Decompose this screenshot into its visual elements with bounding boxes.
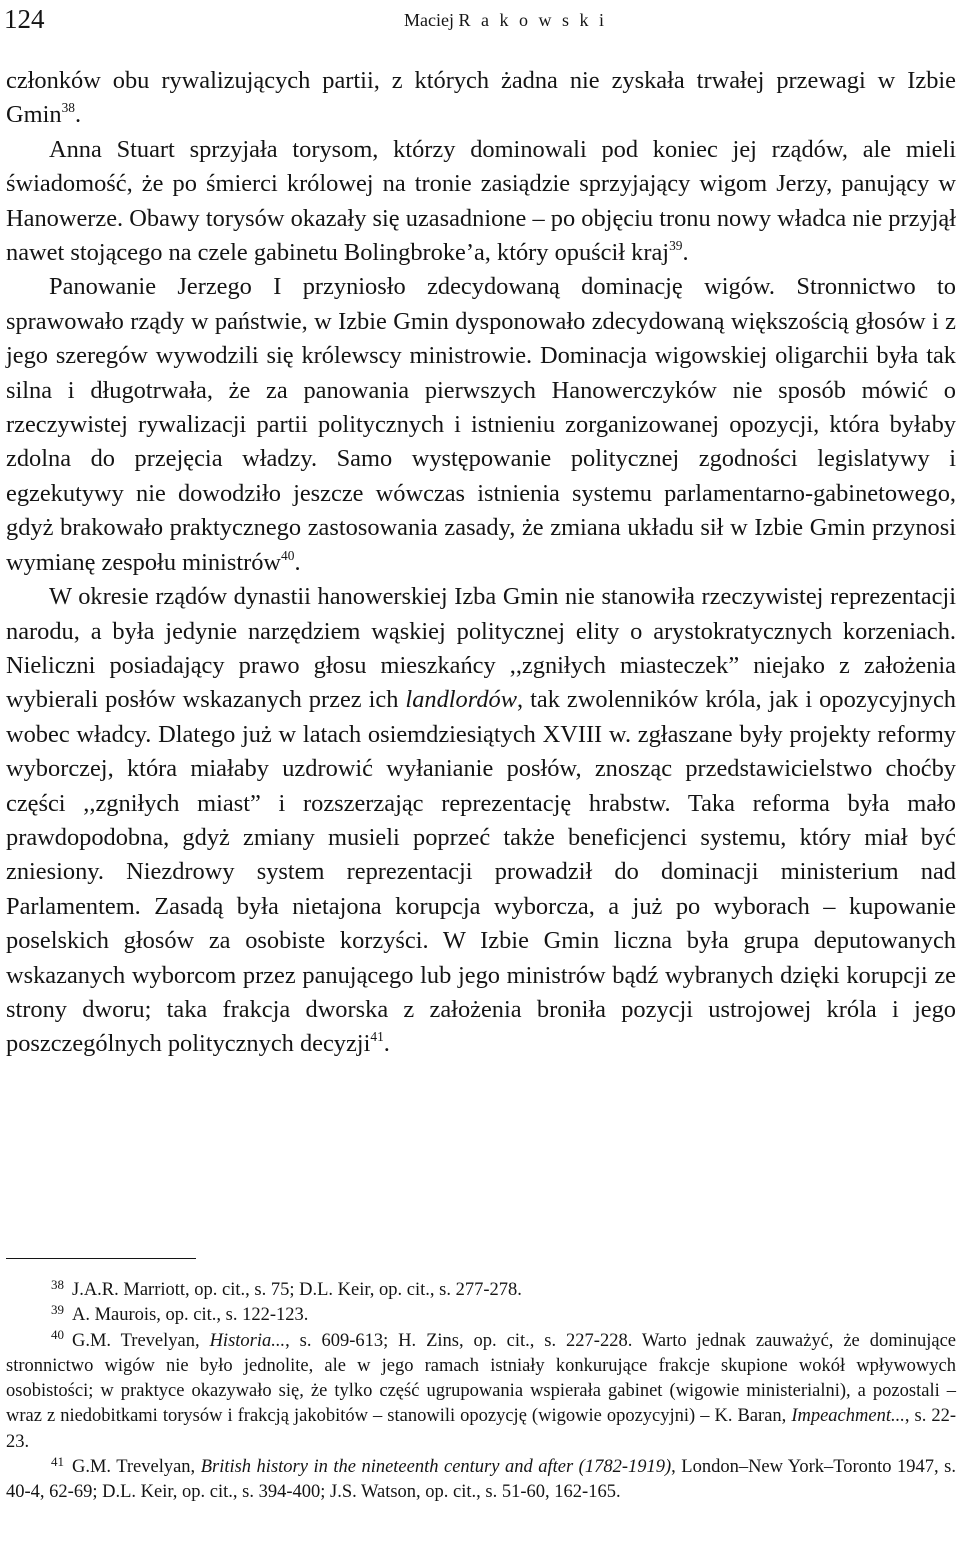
paragraph-end: . bbox=[682, 239, 689, 267]
footnote-text: , London–New York–Toronto 1947, s. 40-4, 62-69; D.L. Keir, op. cit., s. 394-400; J.S. Watson, op. cit., s. 51-60, 162-165. bbox=[6, 1457, 956, 1503]
author-surname: R a k o w s k i bbox=[458, 10, 607, 30]
paragraph-2 bbox=[6, 133, 956, 271]
paragraph-text: członków obu rywalizujących partii, z których żadna nie zyskała trwałej przewagi w Izbie Gmin bbox=[6, 67, 956, 129]
paragraph-1 bbox=[6, 64, 956, 133]
footnote-number: 38 bbox=[51, 1276, 64, 1292]
footnote-39 bbox=[6, 1303, 956, 1328]
footnote-italic-title: British history in the nineteenth century and after (1782-1919) bbox=[200, 1457, 672, 1478]
footnote-ref-40: 40 bbox=[281, 547, 295, 563]
footnote-number: 40 bbox=[51, 1327, 64, 1343]
footnote-text: A. Maurois, op. cit., s. 122-123. bbox=[72, 1305, 309, 1326]
italic-term: landlordów bbox=[405, 686, 518, 714]
paragraph-text: W okresie rządów dynastii hanowerskiej Izba Gmin nie stanowiła rzeczywistej reprezentacji narodu, a była jedynie narzędziem wąskiej politycznej elity o arystokratycznych korzeniach. Nieliczni posiadający prawo głosu mieszkańcy ,,zgniłych miasteczek” niejako z założenia wybierali posłów wskazanych przez ich bbox=[6, 583, 956, 714]
footnote-text: , s. 609-613; H. Zins, op. cit., s. 227-228. Warto jednak zauważyć, że dominujące stronnictwo wigów nie było jednolite, ale w jego ramach istniały konkurujące frakcje skupione wokół wpływowych osobistości; w praktyce okazywało się, że tylko część ugrupowania wspierała gabinet (wigowie ministerialni), a pozostali – wraz z niedobitkami torysów i frakcją jakobitów – stanowili opozycję (wigowie opozycyjni) – K. Baran, bbox=[6, 1330, 956, 1427]
footnote-italic-title: Impeachment... bbox=[791, 1406, 905, 1427]
paragraph-4 bbox=[6, 580, 956, 1062]
footnote-number: 39 bbox=[51, 1301, 64, 1317]
footnote-text: J.A.R. Marriott, op. cit., s. 75; D.L. Keir, op. cit., s. 277-278. bbox=[72, 1280, 522, 1300]
footnote-38 bbox=[6, 1278, 956, 1303]
footnote-italic-title: Historia... bbox=[209, 1330, 286, 1351]
main-text bbox=[6, 64, 956, 1062]
footnote-text: G.M. Trevelyan, bbox=[72, 1457, 201, 1478]
paragraph-end: . bbox=[74, 101, 82, 129]
footnote-text: G.M. Trevelyan, bbox=[72, 1330, 210, 1351]
paragraph-3 bbox=[6, 270, 956, 580]
running-head-author bbox=[404, 6, 607, 34]
footnote-41 bbox=[6, 1455, 956, 1506]
author-given-name: Maciej bbox=[404, 10, 454, 30]
footnotes bbox=[6, 1278, 956, 1506]
footnote-separator bbox=[6, 1258, 196, 1259]
footnote-text: , s. 22-23. bbox=[6, 1406, 956, 1452]
footnote-ref-39: 39 bbox=[669, 237, 683, 253]
paragraph-text: Panowanie Jerzego I przyniosło zdecydowaną dominację wigów. Stronnictwo to sprawowało rządy w państwie, w Izbie Gmin dysponowało zdecydowaną większością głosów i z jego szeregów wywodzili się królewscy ministrowie. Dominacja wigowskiej oligarchii była tak silna i długotrwała, że za panowania pierwszych Hanowerczyków nie sposób mówić o rzeczywistej rywalizacji partii politycznych i istnieniu zorganizowanej opozycji, która byłaby zdolna do przejęcia władzy. Samo występowanie politycznej zgodności legislatywy i egzekutywy nie dowodziło jeszcze wówczas istnienia systemu parlamentarno-gabinetowego, gdyż brakowało praktycznego zastosowania zasady, że zmiana układu sił w Izbie Gmin przynosi wymianę zespołu ministrów bbox=[6, 273, 956, 576]
footnote-ref-38: 38 bbox=[61, 100, 75, 116]
footnote-ref-41: 41 bbox=[370, 1029, 384, 1045]
footnote-number: 41 bbox=[51, 1453, 64, 1469]
page-number: 124 bbox=[4, 4, 45, 34]
footnote-40 bbox=[6, 1329, 956, 1455]
page-header bbox=[4, 2, 956, 36]
paragraph-text-continued: , tak zwolenników króla, jak i opozycyjnych wobec władcy. Dlatego już w latach osiemdziesiątych XVIII w. zgłaszane były projekty reformy wyborczej, która miałaby uzdrowić wyłanianie posłów, znosząc przedstawicielstwo choćby części ,,zgniłych miast” i rozszerzając reprezentację hrabstw. Taka reforma była mało prawdopodobna, gdyż zmiany musieli poprzeć także beneficjenci systemu, który miał być zniesiony. Niezdrowy system reprezentacji prowadził do dominacji ministerium nad Parlamentem. Zasadą była nietajona korupcja wyborcza, a już po wyborach – kupowanie poselskich głosów za osobiste korzyści. W Izbie Gmin liczna była grupa deputowanych wskazanych wyborcom przez panującego lub jego ministrów bądź wybranych dzięki korupcji ze strony dworu; taka frakcja dworska z założenia broniła pozycji ustrojowej króla i jego poszczególnych politycznych decyzji bbox=[6, 686, 956, 1058]
paragraph-text: Anna Stuart sprzyjała torysom, którzy dominowali pod koniec jej rządów, ale mieli świadomość, że po śmierci królowej na tronie zasiądzie sprzyjający wigom Jerzy, panujący w Hanowerze. Obawy torysów okazały się uzasadnione – po objęciu tronu nowy władca nie przyjął nawet stojącego na czele gabinetu Bolingbroke’a, który opuścił kraj bbox=[6, 135, 956, 267]
paragraph-end: . bbox=[383, 1030, 390, 1058]
paragraph-end: . bbox=[294, 548, 301, 576]
